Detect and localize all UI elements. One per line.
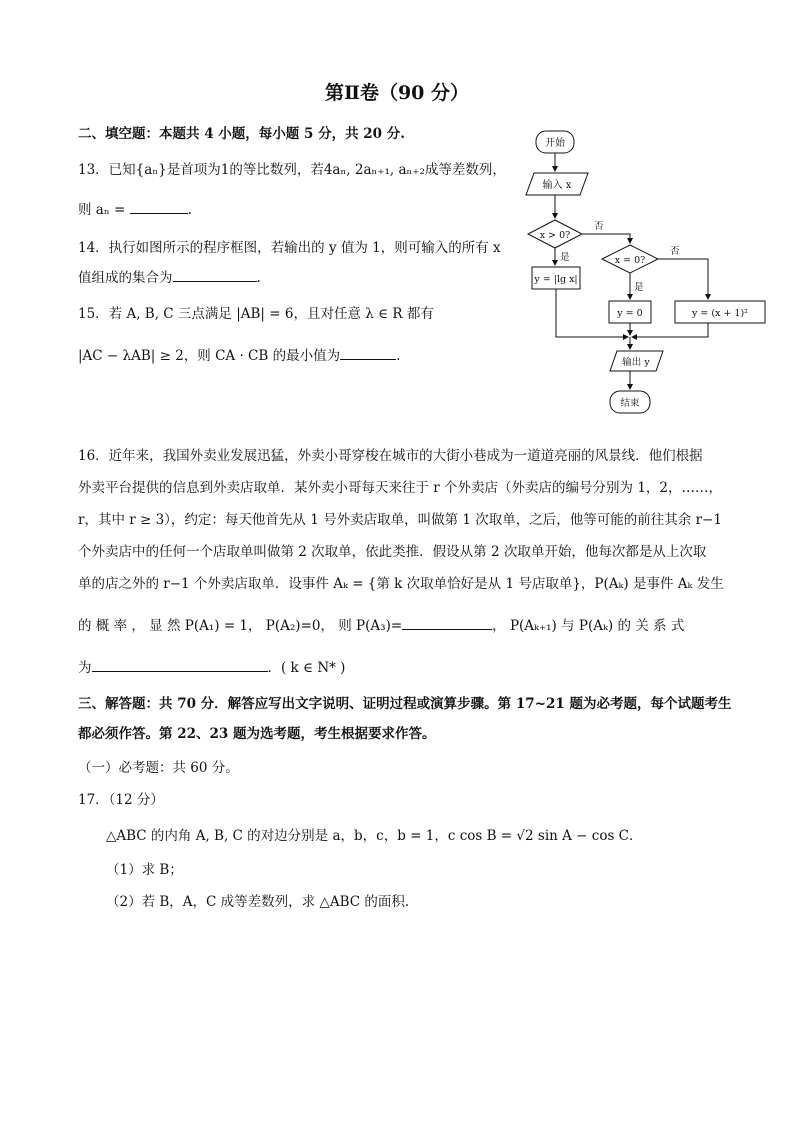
q16-line4: 个外卖店中的任何一个店取单叫做第 2 次取单，依此类推．假设从第 2 次取单开始，他每次都是从上次取 xyxy=(78,544,707,560)
q16-p3-suffix: ， P(Aₖ₊₁) 与 P(Aₖ) 的 关 系 式 xyxy=(492,618,685,634)
flow-cond2-yes: 是 xyxy=(634,282,644,293)
flow-output-label: 输出 y xyxy=(622,357,650,368)
flow-box-zero-label: y = 0 xyxy=(617,308,643,319)
flow-cond2-label: x = 0? xyxy=(614,255,646,266)
q16-line2: 外卖平台提供的信息到外卖店取单．某外卖小哥每天来往于 r 个外卖店（外卖店的编号分别为 1，2，……， xyxy=(78,480,723,496)
q13-line1: 13．已知{aₙ}是首项为1的等比数列，若4aₙ, 2aₙ₊₁, aₙ₊₂成等差数列， xyxy=(78,162,506,178)
flow-cond1-label: x > 0? xyxy=(539,230,571,241)
q17-part1: （1）求 B； xyxy=(106,862,183,878)
q13-answer-blank[interactable] xyxy=(130,201,188,214)
flow-box-log-label: y = |lg x| xyxy=(534,274,578,285)
q16-line7 xyxy=(78,656,345,676)
q14-answer-prefix: 值组成的集合为 xyxy=(78,270,173,286)
section-solution-heading-line2: 都必须作答。第 22、23 题为选考题，考生根据要求作答。 xyxy=(78,726,436,742)
q15-answer-prefix: |AC − λAB| ≥ 2，则 CA · CB 的最小值为 xyxy=(78,348,341,364)
q16-line3: r，其中 r ≥ 3），约定：每天他首先从 1 号外卖店取单，叫做第 1 次取单，之后，他等可能的前往其余 r−1 xyxy=(78,512,722,528)
q17-heading: 17．（12 分） xyxy=(78,792,164,808)
q13-answer-suffix: . xyxy=(187,202,192,218)
q13-line2 xyxy=(78,198,192,218)
q17-part2: （2）若 B，A，C 成等差数列，求 △ABC 的面积. xyxy=(106,894,410,910)
program-flowchart xyxy=(520,125,770,420)
flow-cond1-yes: 是 xyxy=(560,252,570,263)
section-solution-heading-line1: 三、解答题：共 70 分．解答应写出文字说明、证明过程或演算步骤。第 17~21 题为必考题，每个试题考生 xyxy=(78,696,732,712)
flow-box-square-label: y = (x + 1)² xyxy=(692,308,748,319)
page-title: 第Ⅱ卷（90 分） xyxy=(324,82,470,104)
flow-input-label: 输入 x xyxy=(542,180,572,191)
q14-line1: 14．执行如图所示的程序框图，若输出的 y 值为 1，则可输入的所有 x xyxy=(78,240,501,256)
flow-end-label: 结束 xyxy=(620,398,640,409)
q15-answer-suffix: . xyxy=(396,348,401,364)
q16-line6 xyxy=(78,614,684,634)
section-fill-in-heading: 二、填空题：本题共 4 小题，每小题 5 分，共 20 分. xyxy=(78,126,405,142)
q16-relation-prefix: 为 xyxy=(78,660,92,676)
q13-answer-prefix: 则 aₙ = xyxy=(78,202,130,218)
q16-p3-prefix: 的 概 率 ， 显 然 P(A₁) = 1， P(A₂)=0， 则 P(A₃)= xyxy=(78,618,403,634)
q16-line1: 16．近年来，我国外卖业发展迅猛，外卖小哥穿梭在城市的大街小巷成为一道道亮丽的风景线．他们根据 xyxy=(78,448,703,464)
flow-start-label: 开始 xyxy=(545,138,565,149)
q14-answer-blank[interactable] xyxy=(173,269,257,282)
q16-p3-answer-blank[interactable] xyxy=(402,617,492,630)
q14-answer-suffix: . xyxy=(256,270,261,286)
q15-line2 xyxy=(78,344,400,364)
q15-line1: 15．若 A, B, C 三点满足 |AB| = 6，且对任意 λ ∈ R 都有 xyxy=(78,306,434,322)
q17-stem: △ABC 的内角 A, B, C 的对边分别是 a，b，c，b = 1，c cos B = √2 sin A − cos C． xyxy=(106,828,643,844)
q14-line2 xyxy=(78,266,261,286)
q16-line5: 单的店之外的 r−1 个外卖店取单．设事件 Aₖ = {第 k 次取单恰好是从 1 号店取单}，P(Aₖ) 是事件 Aₖ 发生 xyxy=(78,576,724,592)
q16-relation-answer-blank[interactable] xyxy=(92,659,268,672)
q16-relation-suffix: ．( k ∈ N* ) xyxy=(267,660,346,676)
q15-answer-blank[interactable] xyxy=(340,347,396,360)
required-questions-label: （一）必考题：共 60 分。 xyxy=(78,760,239,776)
flow-cond2-no: 否 xyxy=(670,246,680,257)
flow-cond1-no: 否 xyxy=(594,221,604,232)
